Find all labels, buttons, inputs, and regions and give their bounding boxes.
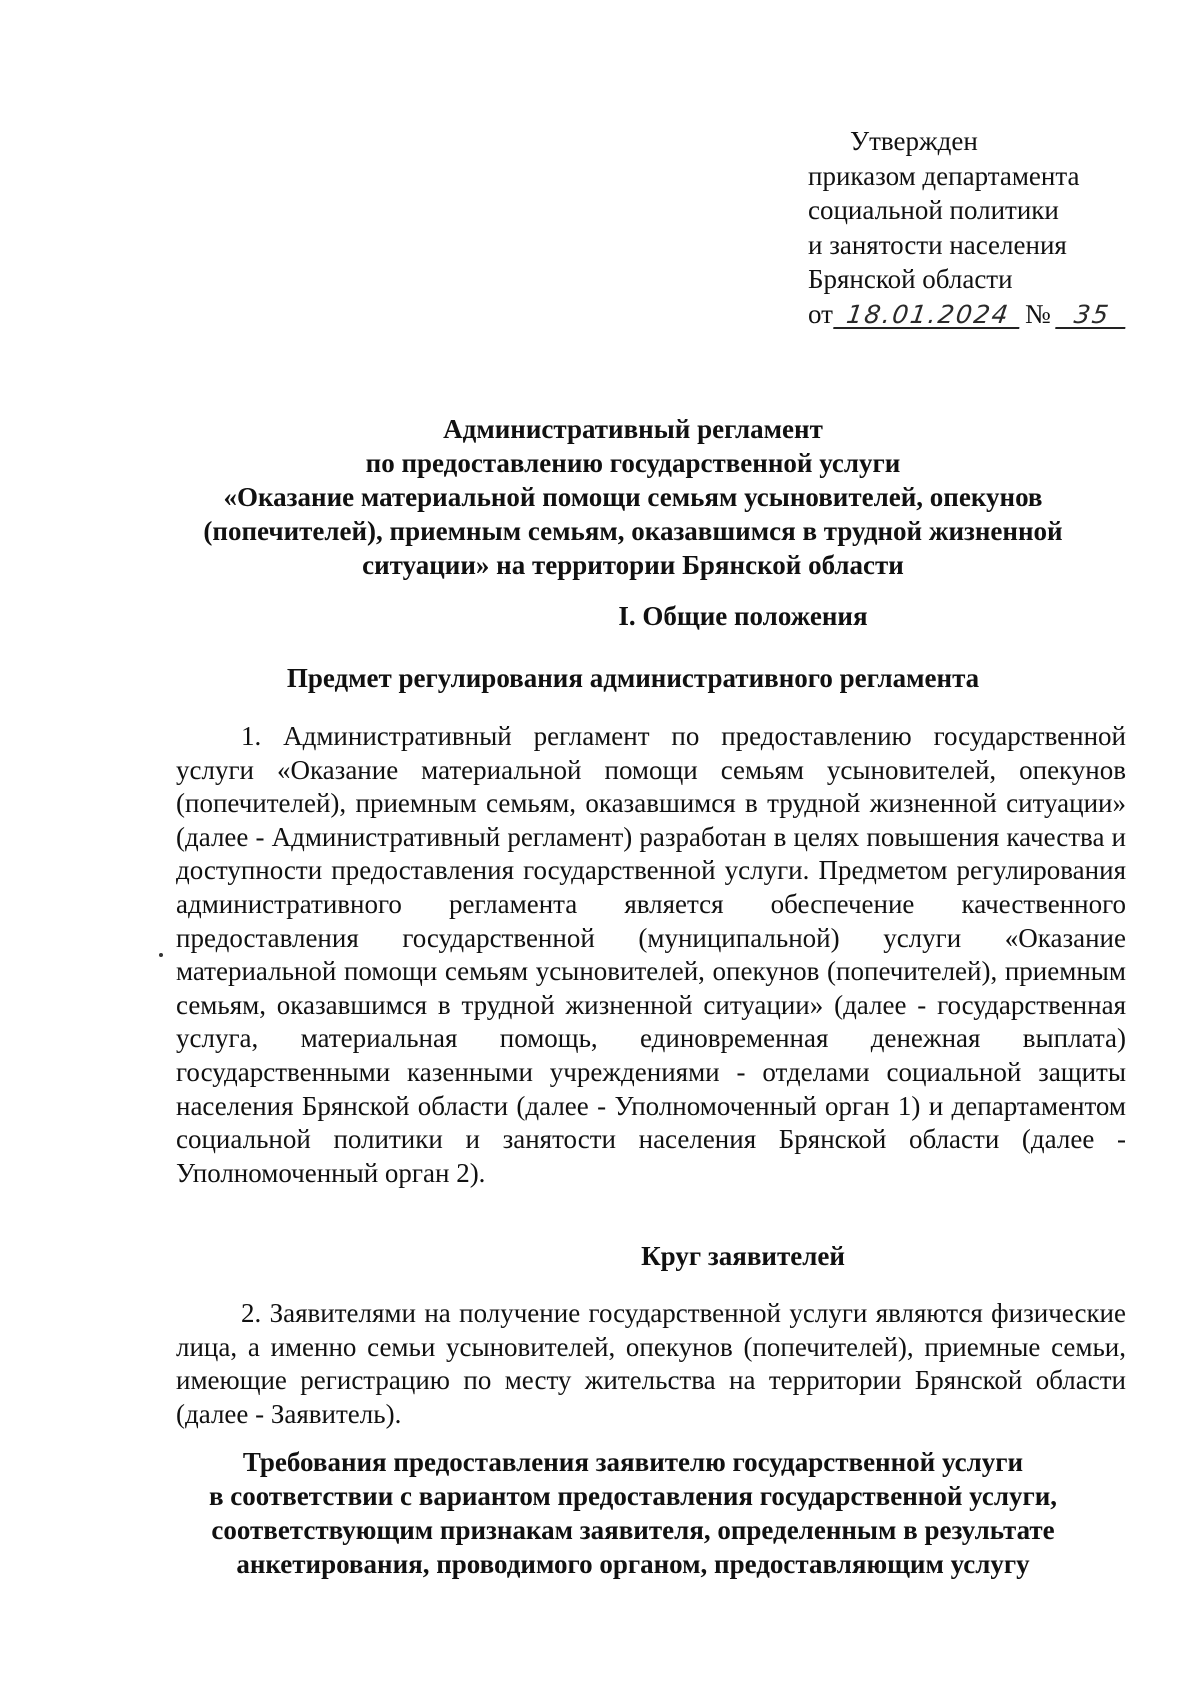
number-sign: № <box>1024 298 1051 329</box>
approval-line: социальной политики <box>808 195 1059 225</box>
document-title <box>150 412 1116 582</box>
title-line: по предоставлению государственной услуги <box>365 448 901 478</box>
handwritten-date: 18.01.2024 <box>833 303 1023 329</box>
handwritten-number: 35 <box>1055 303 1129 329</box>
section-heading: I. Общие положения <box>618 601 868 631</box>
approval-line: Утвержден <box>850 126 978 156</box>
requirements-heading-line: анкетирования, проводимого органом, предоставляющим услугу <box>236 1549 1030 1579</box>
subject-heading: Предмет регулирования административного регламента <box>286 663 980 693</box>
approval-line: приказом департамента <box>808 160 1080 191</box>
title-line: (попечителей), приемным семьям, оказавшимся в трудной жизненной <box>203 516 1063 546</box>
paragraph-1: 1. Административный регламент по предоставлению государственной услуги «Оказание материальной помощи семьям усыновителей, опекунов (попечителей), приемным семьям, оказавшимся в трудной жизненной ситуации» (далее - Административный регламент) разработан в целях повышения качества и доступности предоставления государственной услуги. Предметом регулирования административного регламента является обеспечение качественного предоставления государственной (муниципальной) услуги «Оказание материальной помощи семьям усыновителей, опекунов (попечителей), приемным семьям, оказавшимся в трудной жизненной ситуации» (далее - государственная услуга, материальная помощь, единовременная денежная выплата) государственными казенными учреждениями - отделами социальной защиты населения Брянской области (далее - Уполномоченный орган 1) и департаментом социальной политики и занятости населения Брянской области (далее - Уполномоченный орган 2). <box>176 721 1126 1188</box>
requirements-heading-line: в соответствии с вариантом предоставления государственной услуги, <box>208 1481 1058 1511</box>
approval-line: и занятости населения <box>808 229 1067 260</box>
paragraph-2: 2. Заявителями на получение государственной услуги являются физические лица, а именно семьи усыновителей, опекунов (попечителей), приемные семьи, имеющие регистрацию по месту жительства на территории Брянской области (далее - Заявитель). <box>176 1298 1126 1429</box>
requirements-heading <box>150 1445 1116 1581</box>
title-line: ситуации» на территории Брянской области <box>362 550 904 580</box>
approval-date-line <box>808 297 1138 332</box>
title-line: «Оказание материальной помощи семьям усыновителей, опекунов <box>223 482 1043 512</box>
date-prefix: от <box>808 298 833 329</box>
applicants-heading: Круг заявителей <box>641 1241 845 1271</box>
approval-line: Брянской области <box>808 264 1013 294</box>
scan-speck <box>159 953 163 957</box>
title-line: Административный регламент <box>443 414 823 444</box>
requirements-heading-line: соответствующим признакам заявителя, определенным в результате <box>211 1515 1055 1545</box>
requirements-heading-line: Требования предоставления заявителю государственной услуги <box>242 1447 1024 1477</box>
approval-stamp-block <box>808 124 1138 331</box>
